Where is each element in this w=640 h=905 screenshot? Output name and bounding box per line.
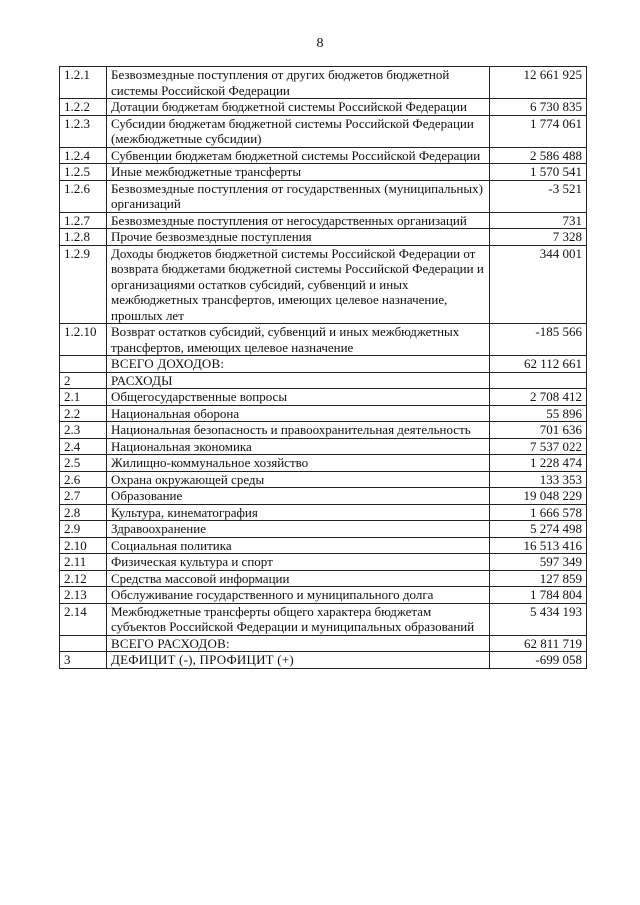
table-row (60, 229, 587, 246)
table-row (60, 147, 587, 164)
row-amount: 19 048 229 (490, 488, 587, 505)
row-code: 1.2.5 (60, 164, 107, 181)
table-row (60, 67, 587, 99)
row-name: ДЕФИЦИТ (-), ПРОФИЦИТ (+) (107, 652, 490, 669)
row-code: 2.1 (60, 389, 107, 406)
row-name: Образование (107, 488, 490, 505)
row-amount: 2 586 488 (490, 147, 587, 164)
row-name: Обслуживание государственного и муниципального долга (107, 587, 490, 604)
row-amount: 1 228 474 (490, 455, 587, 472)
row-code (60, 635, 107, 652)
row-amount (490, 372, 587, 389)
table-row-balance (60, 652, 587, 669)
table-row (60, 554, 587, 571)
row-code: 1.2.1 (60, 67, 107, 99)
row-name: Жилищно-коммунальное хозяйство (107, 455, 490, 472)
row-code: 1.2.2 (60, 99, 107, 116)
row-code: 2.9 (60, 521, 107, 538)
row-name: Охрана окружающей среды (107, 471, 490, 488)
row-name: Иные межбюджетные трансферты (107, 164, 490, 181)
table-row (60, 422, 587, 439)
row-amount: 62 112 661 (490, 356, 587, 373)
row-amount: 133 353 (490, 471, 587, 488)
row-name: Безвозмездные поступления от государственных (муниципальных) организаций (107, 180, 490, 212)
table-row (60, 537, 587, 554)
table-row (60, 438, 587, 455)
row-code: 1.2.3 (60, 115, 107, 147)
table-row (60, 521, 587, 538)
row-name: Общегосударственные вопросы (107, 389, 490, 406)
table-row (60, 405, 587, 422)
row-name: Субвенции бюджетам бюджетной системы Российской Федерации (107, 147, 490, 164)
row-code: 2.7 (60, 488, 107, 505)
row-amount: 344 001 (490, 245, 587, 324)
row-name: Национальная экономика (107, 438, 490, 455)
row-code: 1.2.8 (60, 229, 107, 246)
row-code: 1.2.4 (60, 147, 107, 164)
row-name: Безвозмездные поступления от негосударственных организаций (107, 212, 490, 229)
row-code (60, 356, 107, 373)
row-name: РАСХОДЫ (107, 372, 490, 389)
row-code: 2.14 (60, 603, 107, 635)
row-name: ВСЕГО РАСХОДОВ: (107, 635, 490, 652)
table-row (60, 99, 587, 116)
table-row-total (60, 356, 587, 373)
row-amount: 731 (490, 212, 587, 229)
row-amount: 1 774 061 (490, 115, 587, 147)
table-row (60, 570, 587, 587)
row-name: Межбюджетные трансферты общего характера бюджетам субъектов Российской Федерации и муниципальных образований (107, 603, 490, 635)
table-row (60, 212, 587, 229)
row-code: 2.2 (60, 405, 107, 422)
table-row (60, 587, 587, 604)
table-row (60, 115, 587, 147)
row-amount: 7 537 022 (490, 438, 587, 455)
row-name: Доходы бюджетов бюджетной системы Российской Федерации от возврата бюджетами бюджетной системы Российской Федерации и организациями остатков субсидий, субвенций и иных межбюджетных трансфертов, имеющих целевое назначение, прошлых лет (107, 245, 490, 324)
row-code: 2.12 (60, 570, 107, 587)
table-row (60, 245, 587, 324)
row-name: Субсидии бюджетам бюджетной системы Российской Федерации (межбюджетные субсидии) (107, 115, 490, 147)
table-row (60, 504, 587, 521)
row-amount: 5 434 193 (490, 603, 587, 635)
row-amount: 127 859 (490, 570, 587, 587)
row-amount: 16 513 416 (490, 537, 587, 554)
table-row (60, 389, 587, 406)
row-amount: 55 896 (490, 405, 587, 422)
row-code: 2.6 (60, 471, 107, 488)
row-amount: 597 349 (490, 554, 587, 571)
row-code: 2.8 (60, 504, 107, 521)
table-row (60, 180, 587, 212)
table-row (60, 324, 587, 356)
table-row (60, 471, 587, 488)
row-code: 2.4 (60, 438, 107, 455)
row-amount: 1 666 578 (490, 504, 587, 521)
row-name: Социальная политика (107, 537, 490, 554)
row-amount: -699 058 (490, 652, 587, 669)
row-amount: -185 566 (490, 324, 587, 356)
row-amount: 7 328 (490, 229, 587, 246)
row-code: 2.11 (60, 554, 107, 571)
row-name: Возврат остатков субсидий, субвенций и иных межбюджетных трансфертов, имеющих целевое назначение (107, 324, 490, 356)
table-row (60, 164, 587, 181)
row-amount: 1 570 541 (490, 164, 587, 181)
row-code: 1.2.7 (60, 212, 107, 229)
row-code: 2.10 (60, 537, 107, 554)
row-name: Прочие безвозмездные поступления (107, 229, 490, 246)
row-amount: 5 274 498 (490, 521, 587, 538)
row-code: 2.5 (60, 455, 107, 472)
table-row (60, 455, 587, 472)
row-name: Национальная оборона (107, 405, 490, 422)
table-row-section (60, 372, 587, 389)
row-code: 2.13 (60, 587, 107, 604)
table-row-total (60, 635, 587, 652)
row-name: Дотации бюджетам бюджетной системы Российской Федерации (107, 99, 490, 116)
page-number: 8 (316, 36, 324, 51)
table-row (60, 603, 587, 635)
row-name: Культура, кинематография (107, 504, 490, 521)
row-amount: -3 521 (490, 180, 587, 212)
table-row (60, 488, 587, 505)
row-amount: 701 636 (490, 422, 587, 439)
row-amount: 2 708 412 (490, 389, 587, 406)
row-code: 1.2.6 (60, 180, 107, 212)
row-name: Национальная безопасность и правоохранительная деятельность (107, 422, 490, 439)
row-code: 2 (60, 372, 107, 389)
row-name: ВСЕГО ДОХОДОВ: (107, 356, 490, 373)
row-name: Физическая культура и спорт (107, 554, 490, 571)
row-name: Здравоохранение (107, 521, 490, 538)
row-code: 3 (60, 652, 107, 669)
row-amount: 12 661 925 (490, 67, 587, 99)
row-name: Средства массовой информации (107, 570, 490, 587)
row-code: 2.3 (60, 422, 107, 439)
budget-table (59, 66, 587, 669)
row-code: 1.2.10 (60, 324, 107, 356)
row-amount: 6 730 835 (490, 99, 587, 116)
row-name: Безвозмездные поступления от других бюджетов бюджетной системы Российской Федерации (107, 67, 490, 99)
row-amount: 62 811 719 (490, 635, 587, 652)
row-code: 1.2.9 (60, 245, 107, 324)
row-amount: 1 784 804 (490, 587, 587, 604)
